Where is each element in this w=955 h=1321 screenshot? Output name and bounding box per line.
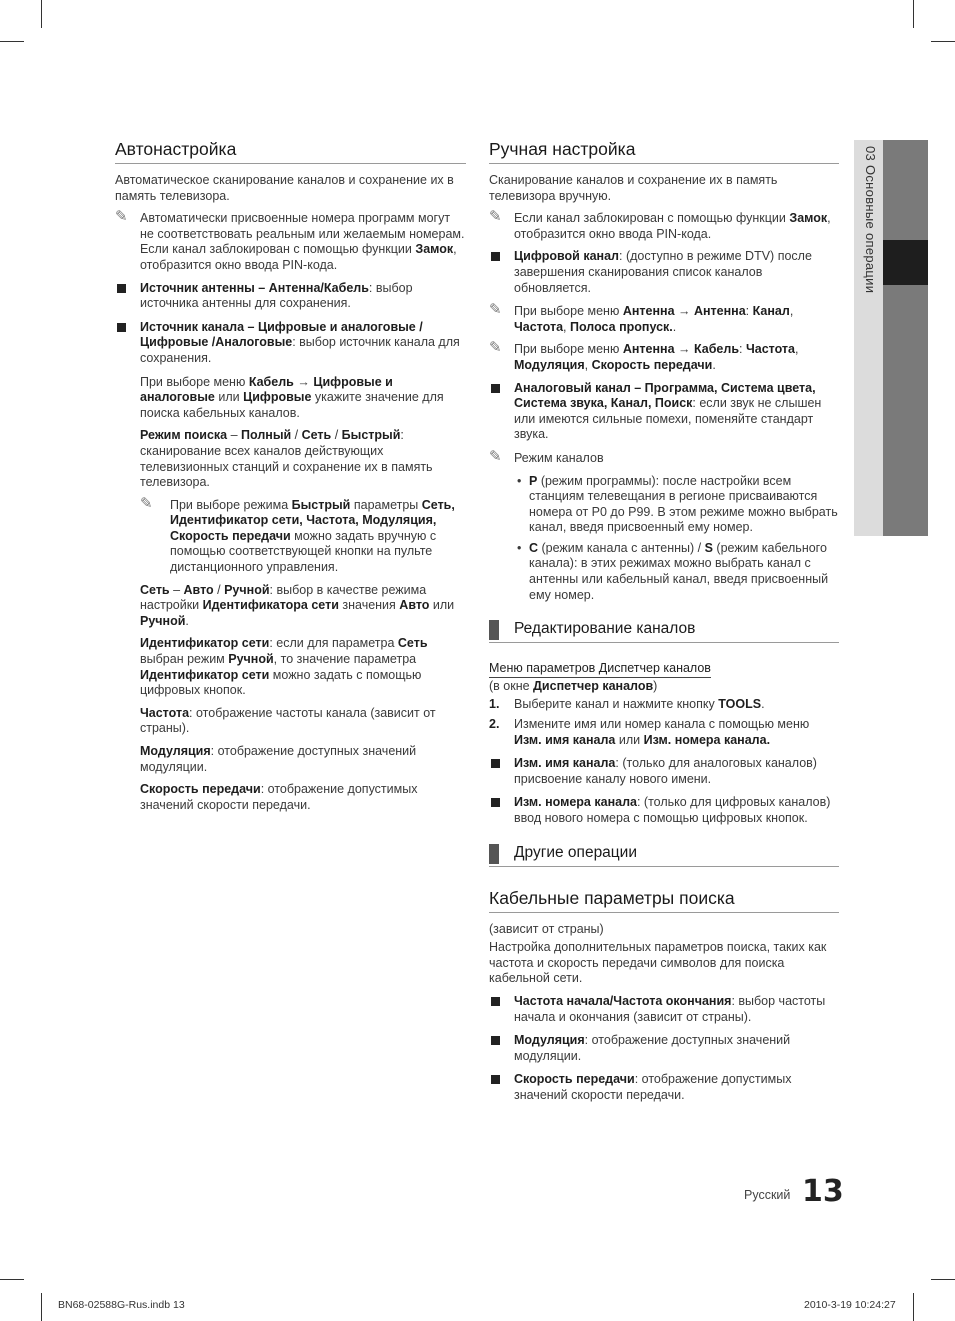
list-item: Изм. имя канала: (только для аналоговых каналов) присвоение каналу нового имени. <box>489 756 839 787</box>
cable-country-note: (зависит от страны) <box>489 921 604 936</box>
page-number: 13 <box>802 1174 844 1209</box>
list-item: Изм. номера канала: (только для цифровых каналов) ввод нового номера с помощью цифровых кнопок. <box>489 795 839 826</box>
print-date: 2010-3-19 10:24:27 <box>804 1299 896 1311</box>
dot-bullet-icon: • <box>517 473 522 488</box>
note-icon: ✎ <box>140 494 153 512</box>
autotune-title: Автонастройка <box>115 138 466 164</box>
crop-mark <box>0 1279 24 1280</box>
note-icon: ✎ <box>489 301 502 319</box>
search-mode-paragraph: Режим поиска – Полный / Сеть / Быстрый: сканирование всех каналов действующих телевизионных станций и сохранение их в память телевизора. <box>140 428 433 490</box>
cable-paragraph: При выборе меню Кабель → Цифровые и аналоговые или Цифровые укажите значение для поиска кабельных каналов. <box>140 374 444 420</box>
list-item: Аналоговый канал – Программа, Система цвета, Система звука, Канал, Поиск: если звук не слышен или имеются сильные помехи, поменяйте стандарт звука. <box>489 381 839 443</box>
chapter-label: 03 Основные операции <box>863 146 878 294</box>
square-bullet-icon <box>491 384 500 393</box>
dot-bullet-icon: • <box>517 540 522 555</box>
channel-manager-menu-link: Меню параметров Диспетчер каналов <box>489 661 711 678</box>
step-item: 2. Измените имя или номер канала с помощью меню Изм. имя канала или Изм. номера канала. <box>489 717 810 747</box>
left-column <box>115 138 466 820</box>
chapter-tab-block <box>883 140 928 536</box>
note: ✎ При выборе меню Антенна → Антенна: Канал, Частота, Полоса пропуск.. <box>489 301 794 334</box>
autotune-intro: Автоматическое сканирование каналов и сохранение их в память телевизора. <box>115 173 454 203</box>
list-item: Частота начала/Частота окончания: выбор частоты начала и окончания (зависит от страны). <box>489 994 839 1025</box>
square-bullet-icon <box>491 252 500 261</box>
edit-channels-heading: Редактирование каналов <box>489 619 839 643</box>
section-bar-icon <box>489 620 499 640</box>
cable-intro: Настройка дополнительных параметров поиска, таких как частота и скорость передачи символов для поиска кабельной сети. <box>489 940 827 986</box>
step-item: 1. Выберите канал и нажмите кнопку TOOLS. <box>489 697 765 712</box>
square-bullet-icon <box>491 1075 500 1084</box>
menu-subtitle: (в окне Диспетчер каналов) <box>489 678 658 693</box>
note: ✎ При выборе меню Антенна → Кабель: Частота, Модуляция, Скорость передачи. <box>489 339 799 372</box>
square-bullet-icon <box>491 759 500 768</box>
frequency-paragraph: Частота: отображение частоты канала (зависит от страны). <box>140 705 436 736</box>
crop-mark <box>931 1279 955 1280</box>
crop-mark <box>913 1293 914 1321</box>
crop-mark <box>931 41 955 42</box>
crop-mark <box>41 1293 42 1321</box>
note-icon: ✎ <box>489 447 502 465</box>
footer-language: Русский <box>744 1188 791 1202</box>
modulation-paragraph: Модуляция: отображение доступных значений модуляции. <box>140 744 417 774</box>
network-paragraph: Сеть – Авто / Ручной: выбор в качестве режима настройки Идентификатора сети значения Авто или Ручной. <box>140 582 455 628</box>
symbol-rate-paragraph: Скорость передачи: отображение допустимых значений скорости передачи. <box>140 782 418 812</box>
manual-tune-intro: Сканирование каналов и сохранение их в память телевизора вручную. <box>489 173 778 203</box>
note-icon: ✎ <box>489 208 502 226</box>
square-bullet-icon <box>491 798 500 807</box>
list-item: Источник антенны – Антенна/Кабель: выбор источника антенны для сохранения. <box>115 281 466 312</box>
list-item: Источник канала – Цифровые и аналоговые / Цифровые /Аналоговые: выбор источник канала для сохранения. <box>115 320 466 367</box>
crop-mark <box>913 0 914 28</box>
list-item: Скорость передачи: отображение допустимых значений скорости передачи. <box>489 1072 839 1103</box>
list-item: Цифровой канал: (доступно в режиме DTV) после завершения сканирования список каналов обновляется. <box>489 249 839 296</box>
note: ✎ Автоматически присвоенные номера программ могут не соответствовать реальным или желаемым номерам. Если канал заблокирован с помощью функции Замок, отобразится окно ввода PIN-кода. <box>115 208 465 272</box>
note: ✎ При выборе режима Быстрый параметры Сеть, Идентификатор сети, Частота, Модуляция, Скорость передачи можно задать вручную с помощью соответствующей кнопки на пульте дистанционного управления. <box>140 494 455 575</box>
square-bullet-icon <box>117 323 126 332</box>
other-operations-heading: Другие операции <box>489 843 839 867</box>
list-item: Модуляция: отображение доступных значений модуляции. <box>489 1033 839 1064</box>
crop-mark <box>41 0 42 28</box>
list-item: • P (режим программы): после настройки всем станциям телевещания в регионе присваиваются номера от P0 до P99. В этом режиме можно выбрать канал, введя присвоенный ему номер. <box>517 473 838 535</box>
right-column <box>489 138 839 1112</box>
square-bullet-icon <box>117 284 126 293</box>
note-icon: ✎ <box>489 339 502 357</box>
square-bullet-icon <box>491 997 500 1006</box>
manual-tune-title: Ручная настройка <box>489 138 839 164</box>
note: ✎ Если канал заблокирован с помощью функции Замок, отобразится окно ввода PIN-кода. <box>489 208 831 241</box>
list-item: • C (режим канала с антенны) / S (режим кабельного канала): в этих режимах можно выбрать канал с антенны или кабельный канал, введя присвоенный ему номер. <box>517 540 829 602</box>
cable-search-title: Кабельные параметры поиска <box>489 887 839 913</box>
crop-mark <box>0 41 24 42</box>
square-bullet-icon <box>491 1036 500 1045</box>
chapter-tab-marker <box>883 240 928 285</box>
note-icon: ✎ <box>115 208 128 226</box>
network-id-paragraph: Идентификатор сети: если для параметра Сеть выбран режим Ручной, то значение параметра Идентификатор сети можно задать с помощью цифровых кнопок. <box>140 636 428 698</box>
print-file-info: BN68-02588G-Rus.indb 13 <box>58 1299 185 1311</box>
section-bar-icon <box>489 844 499 864</box>
note: ✎ Режим каналов <box>489 447 604 465</box>
